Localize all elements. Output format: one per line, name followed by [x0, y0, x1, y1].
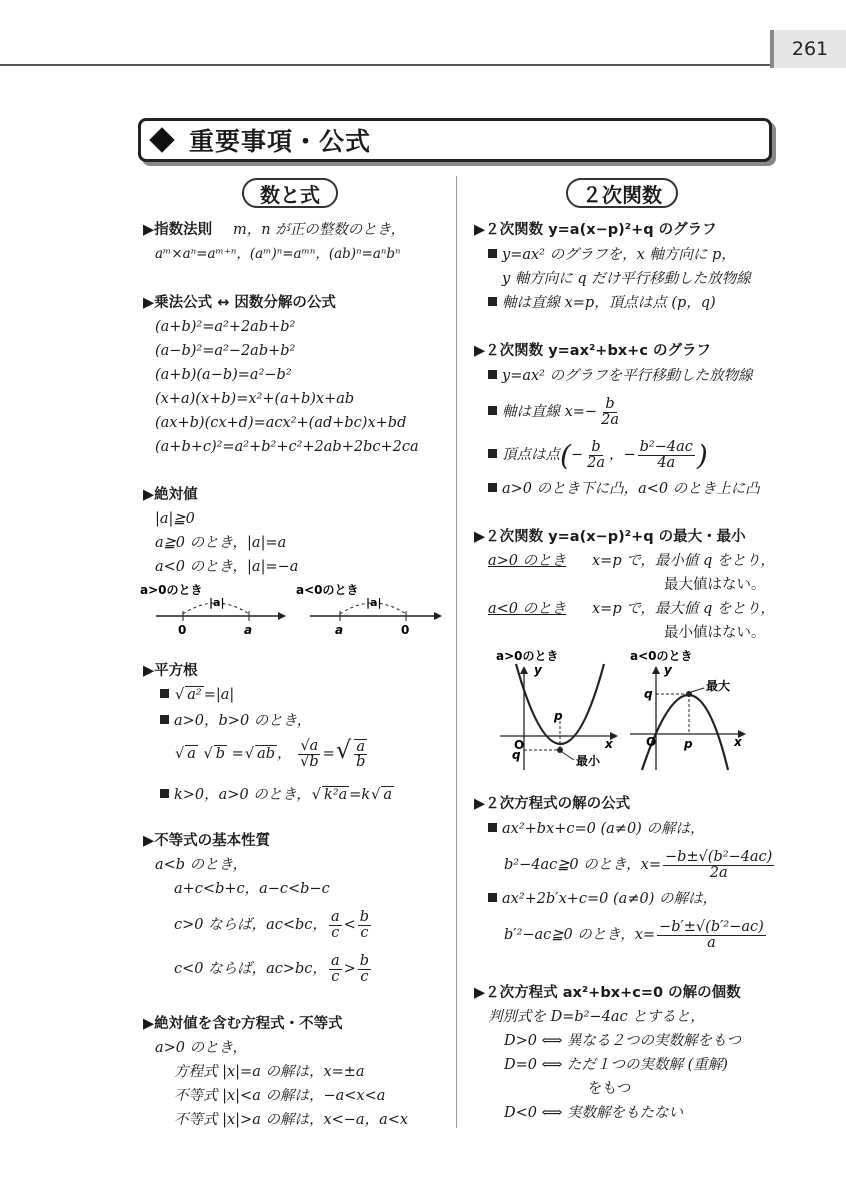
mul-line: (a+b+c)²=a²+b²+c²+2ab+2bc+2ca — [155, 439, 419, 455]
q4-formula: b²−4ac≧0 のとき，x= $\frac{\text{−b±√(b²−4ac)}}{2a}$ — [504, 849, 773, 881]
graph1-title: a>0のとき — [496, 649, 559, 663]
mul-heading: ▶乗法公式 ↔ 因数分解の公式 — [143, 295, 336, 311]
column-divider — [456, 176, 457, 1128]
q4-formula: b′²−ac≧0 のとき，x= $\frac{\text{−b′±√(b′²−ac)}}{a}$ — [504, 919, 764, 951]
sqrt-line: √ a² =|a| — [160, 688, 234, 703]
q1-heading: ▶２次関数 y=a(x−p)²+q のグラフ — [474, 222, 717, 238]
q2-heading: ▶２次関数 y=ax²+bx+c のグラフ — [474, 343, 711, 359]
q5-line: 判別式を D=b²−4ac とすると， — [488, 1009, 705, 1025]
svg-text:a: a — [335, 623, 344, 637]
q5-line: D<0 ⟺ 実数解をもたない — [504, 1105, 684, 1121]
svg-text:y: y — [534, 663, 542, 677]
abs-eq-heading: ▶絶対値を含む方程式・不等式 — [143, 1016, 343, 1032]
diamond-icon — [149, 127, 174, 152]
ineq-line: a+c<b+c，a−c<b−c — [174, 881, 330, 897]
left-section-pill: 数と式 — [242, 178, 338, 208]
q5-heading: ▶２次方程式 ax²+bx+c=0 の解の個数 — [474, 985, 741, 1001]
mul-line: (ax+b)(cx+d)=acx²+(ad+bc)x+bd — [155, 415, 407, 431]
abs-eq-line: 不等式 |x|<a の解は，−a<x<a — [174, 1088, 386, 1104]
right-section-pill: ２次関数 — [566, 178, 678, 208]
svg-text:q: q — [644, 687, 653, 701]
q3-line: 最小値はない。 — [664, 625, 766, 641]
svg-text:y: y — [664, 663, 672, 677]
svg-text:|a|: |a| — [366, 596, 382, 609]
abs-number-line-diagrams — [138, 580, 450, 638]
q3-heading: ▶２次関数 y=a(x−p)²+q の最大・最小 — [474, 529, 746, 545]
q4-bullet: ax²+2b′x+c=0 (a≠0) の解は， — [488, 892, 717, 907]
exp-heading: ▶指数法則 — [143, 222, 213, 238]
mul-line: (a+b)²=a²+2ab+b² — [155, 319, 296, 335]
abs-eq-line: a>0 のとき， — [155, 1040, 248, 1056]
ineq-line: c>0 ならば，ac<bc， $\frac{a}{c}$ < $\frac{b}{c}$ — [174, 909, 370, 941]
abs-eq-line: 不等式 |x|>a の解は，x<−a，a<x — [174, 1112, 409, 1128]
q5-line: D>0 ⟺ 異なる２つの実数解をもつ — [504, 1033, 742, 1049]
parabola-graphs — [494, 646, 774, 774]
svg-text:p: p — [684, 737, 693, 751]
graph2-title: a<0のとき — [630, 649, 693, 663]
q2-bullet: y=ax² のグラフを平行移動した放物線 — [488, 369, 753, 384]
abs-line: a<0 のとき，|a|=−a — [155, 559, 299, 575]
abs-heading: ▶絶対値 — [143, 487, 198, 503]
q3-line: x=p で，最大値 q をとり， — [592, 601, 775, 617]
q3-line: x=p で，最小値 q をとり， — [592, 553, 775, 569]
abs-eq-line: 方程式 |x|=a の解は，x=±a — [174, 1064, 365, 1080]
header-rule — [0, 64, 770, 66]
sqrt-line: a>0，b>0 のとき， — [160, 714, 311, 729]
q1-bullet-cont: y 軸方向に q だけ平行移動した放物線 — [502, 271, 751, 287]
svg-text:O: O — [514, 738, 525, 752]
abs-diagram-title-neg: a<0のとき — [296, 583, 359, 597]
ineq-line: a<b のとき， — [155, 857, 248, 873]
svg-text:a: a — [244, 623, 253, 637]
abs-line: a≧0 のとき，|a|=a — [155, 535, 287, 551]
exp-formula: aᵐ×aⁿ=aᵐ⁺ⁿ，(aᵐ)ⁿ=aᵐⁿ，(ab)ⁿ=aⁿbⁿ — [155, 246, 401, 262]
svg-text:0: 0 — [178, 623, 187, 637]
svg-text:x: x — [605, 737, 613, 751]
mul-line: (a−b)²=a²−2ab+b² — [155, 343, 296, 359]
sqrt-line: k>0，a>0 のとき，√ k²a =k√ a — [160, 788, 394, 803]
svg-text:0: 0 — [401, 623, 410, 637]
q3-case: a>0 のとき — [488, 553, 567, 569]
svg-text:p: p — [554, 709, 563, 723]
svg-text:O: O — [646, 735, 657, 749]
mul-line: (a+b)(a−b)=a²−b² — [155, 367, 292, 383]
abs-diagram-title-pos: a>0のとき — [140, 583, 203, 597]
sqrt-heading: ▶平方根 — [143, 663, 198, 679]
svg-text:|a|: |a| — [209, 596, 225, 609]
q4-heading: ▶２次方程式の解の公式 — [474, 796, 631, 812]
svg-text:最小: 最小 — [576, 754, 601, 768]
q2-bullet: a>0 のとき下に凸，a<0 のとき上に凸 — [488, 482, 760, 497]
abs-line: |a|≧0 — [155, 511, 195, 527]
svg-text:最大: 最大 — [706, 679, 731, 693]
q3-line: 最大値はない。 — [664, 577, 766, 593]
banner-title: 重要事項・公式 — [189, 127, 372, 156]
page-number: 261 — [770, 30, 846, 68]
q2-bullet: 頂点は点(− $\frac{b}{2a}$ ，− $\frac{\text{b²−4ac}}{4a}$ ) — [488, 440, 708, 470]
q2-bullet: 軸は直線 x=− $\frac{b}{2a}$ — [488, 397, 623, 427]
q1-bullet: y=ax² のグラフを，x 軸方向に p， — [488, 248, 736, 263]
svg-text:x: x — [734, 735, 742, 749]
section-banner — [138, 118, 772, 162]
ineq-line: c<0 ならば，ac>bc， $\frac{a}{c}$ > $\frac{b}{c}$ — [174, 953, 370, 985]
q3-case: a<0 のとき — [488, 601, 567, 617]
mul-line: (x+a)(x+b)=x²+(a+b)x+ab — [155, 391, 355, 407]
q5-line: D=0 ⟺ ただ１つの実数解 (重解) — [504, 1057, 728, 1073]
sqrt-formula: √ a √ b =√ ab ， $\frac{√a}{√b}$ =√ $\frac{a}{b}$ — [175, 736, 366, 770]
q1-bullet: 軸は直線 x=p，頂点は点 (p，q) — [488, 296, 716, 311]
q4-bullet: ax²+bx+c=0 (a≠0) の解は， — [488, 822, 704, 837]
ineq-heading: ▶不等式の基本性質 — [143, 833, 271, 849]
q5-line: をもつ — [588, 1081, 632, 1097]
svg-text:q: q — [512, 748, 521, 762]
exp-condition: m，n が正の整数のとき， — [233, 222, 406, 238]
